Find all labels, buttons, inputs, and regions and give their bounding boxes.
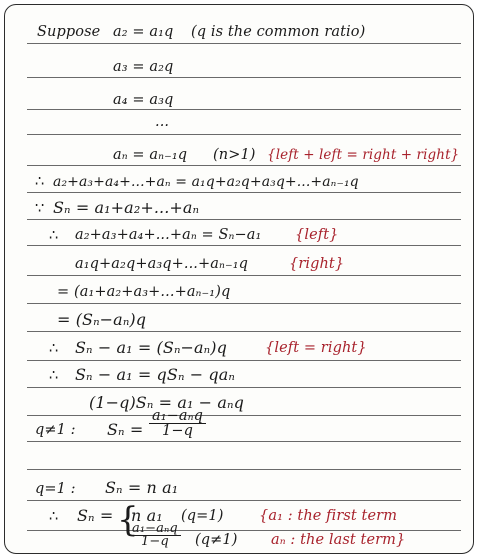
expanded-equation: Sₙ − a₁ = qSₙ − qaₙ (75, 365, 235, 384)
sn-piecewise-label: Sₙ = (77, 506, 114, 525)
sum-equation: a₂+a₃+a₄+...+aₙ = a₁q+a₂q+a₃q+...+aₙ₋₁q (53, 174, 359, 190)
sn-formula-fraction (149, 409, 206, 438)
ruled-line (27, 360, 461, 361)
right-side-expression: a₁q+a₂q+a₃q+...+aₙ₋₁q (75, 256, 249, 272)
sn-equals-n-a1: Sₙ = n a₁ (105, 478, 179, 497)
ruled-line (27, 469, 461, 470)
note-left-plus-left: {left + left = right + right} (267, 147, 460, 163)
piecewise-case-2-condition: (q≠1) (195, 532, 238, 548)
case-q-equals-1-label: q=1 : (35, 481, 76, 497)
fraction-denominator: 1−q (162, 423, 193, 439)
ruled-line (27, 43, 461, 44)
common-ratio-note: (q is the common ratio) (191, 24, 366, 40)
ruled-line (27, 275, 461, 276)
ruled-line (27, 165, 461, 166)
therefore-symbol: ∴ (49, 368, 59, 384)
therefore-symbol: ∴ (49, 509, 59, 525)
fraction-numerator: a₁−aₙq (149, 409, 206, 424)
ellipsis: ... (155, 114, 170, 130)
piecewise-case-2-fraction (129, 523, 181, 548)
fraction-denominator: 1−q (141, 534, 169, 549)
left-side-equation: a₂+a₃+a₄+...+aₙ = Sₙ−a₁ (75, 227, 262, 243)
ruled-line (27, 77, 461, 78)
ruled-line (27, 331, 461, 332)
note-left: {left} (295, 227, 339, 243)
equation-a2: a₂ = a₁q (113, 24, 174, 40)
equation-a3: a₃ = a₂q (113, 59, 174, 75)
ruled-line (27, 303, 461, 304)
suppose-word: Suppose (37, 24, 101, 40)
ruled-line (27, 134, 461, 135)
sn-minus-an-times-q: = (Sₙ−aₙ)q (57, 310, 147, 329)
therefore-symbol: ∴ (49, 341, 59, 357)
sn-definition: Sₙ = a₁+a₂+...+aₙ (53, 198, 200, 217)
therefore-symbol: ∴ (35, 174, 45, 190)
ruled-line (27, 219, 461, 220)
condition-n-gt-1: (n>1) (213, 147, 256, 163)
case-q-not-1-label: q≠1 : (35, 422, 76, 438)
ruled-line (27, 192, 461, 193)
collected-equation: (1−q)Sₙ = a₁ − aₙq (89, 393, 244, 412)
because-symbol: ∵ (35, 201, 45, 217)
piecewise-brace: { (117, 500, 139, 540)
piecewise-case-1: n a₁ (131, 506, 163, 525)
ruled-line (27, 441, 461, 442)
note-left-equals-right: {left = right} (265, 340, 367, 356)
note-last-term: aₙ : the last term} (271, 532, 406, 548)
left-equals-right-equation: Sₙ − a₁ = (Sₙ−aₙ)q (75, 338, 227, 357)
note-right: {right} (289, 256, 345, 272)
therefore-symbol: ∴ (49, 228, 59, 244)
piecewise-case-1-condition: (q=1) (181, 508, 224, 524)
fraction-numerator: a₁−aₙq (129, 523, 181, 536)
ruled-line (27, 415, 461, 416)
equation-an: aₙ = aₙ₋₁q (113, 147, 188, 163)
ruled-line (27, 109, 461, 110)
ruled-line (27, 245, 461, 246)
factored-expression: = (a₁+a₂+a₃+...+aₙ₋₁)q (57, 284, 231, 300)
ruled-line (27, 500, 461, 501)
notebook-page (4, 4, 474, 554)
equation-a4: a₄ = a₃q (113, 92, 174, 108)
note-first-term: {a₁ : the first term (259, 508, 398, 524)
sn-formula-label: Sₙ = (107, 420, 144, 439)
ruled-line (27, 387, 461, 388)
